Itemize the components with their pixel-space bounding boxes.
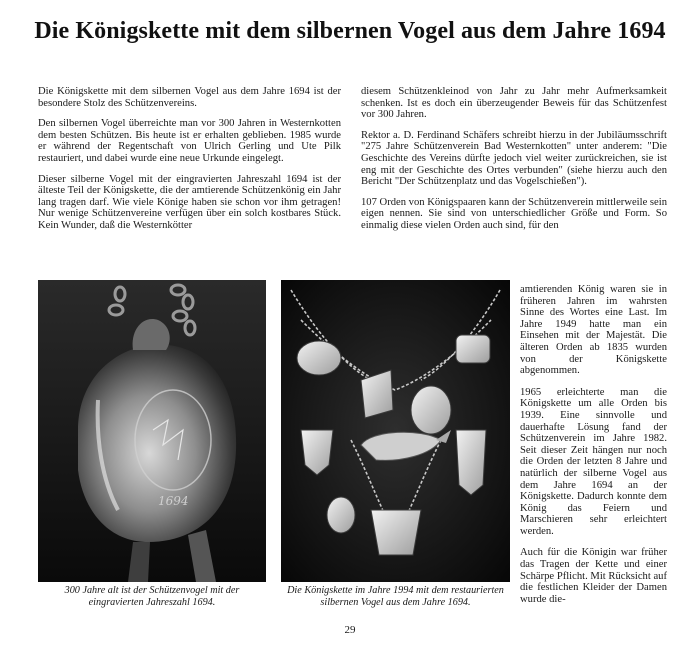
paragraph: 107 Orden von Königspaaren kann der Schützenverein mittlerweile sein eigen nennen. Sie sind von unterschiedlicher Größe und Form. So einmalig diese vielen Orden auch sind, für den (361, 196, 667, 231)
text-column-narrow (520, 284, 667, 615)
paragraph: Rektor a. D. Ferdinand Schäfers schreibt hierzu in der Jubiläumsschrift "275 Jahre Schützenverein Bad Westernkotten" unter anderem: "Die Geschichte des Vereins dürfte jedoch viel weiter zurückreichen, sie ist eng mit der Geschichte des Ortes verbunden" (siehe hierzu auch den Bericht "Der Schützenplatz und das Vogelschießen"). (361, 129, 667, 188)
paragraph: Die Königskette mit dem silbernen Vogel aus dem Jahre 1694 ist der besondere Stolz des Schützenvereins. (38, 86, 341, 109)
paragraph: Dieser silberne Vogel mit der eingravierten Jahreszahl 1694 ist der älteste Teil der Königskette, die der amtierende Schützenkönig ein Jahr lang tragen darf. Wie viele Könige haben sie schon vor ihm getragen! Nur wenige Schützenvereine verfügen über ein solch kostbares Stück. Kein Wunder, daß die Westernkötter (38, 173, 341, 231)
photo-caption-right: Die Königskette im Jahre 1994 mit dem restaurierten silbernen Vogel aus dem Jahre 1694. (287, 585, 504, 608)
page-number: 29 (344, 624, 356, 636)
photo-caption-left: 300 Jahre alt ist der Schützenvogel mit der eingravierten Jahreszahl 1694. (64, 585, 240, 608)
silver-bird-photo (38, 280, 266, 582)
svg-text:1694: 1694 (158, 494, 189, 508)
paragraph: 1965 erleichterte man die Königskette um alle Orden bis 1939. Eine sinnvolle und dauerhafte Lösung fand der Schützenverein im Jahre 1982. Seit dieser Zeit hängen nur noch die Orden der letzten 8 Jahre und natürlich der silberne Vogel aus dem Jahre 1694 an der Königskette. Dadurch konnte dem König das Feiern und Marschieren sehr erleichtert werden. (520, 386, 667, 537)
royal-chain-photo (281, 280, 510, 582)
page-title: Die Königskette mit dem silbernen Vogel aus dem Jahre 1694 (34, 18, 666, 44)
paragraph: Auch für die Königin war früher das Tragen der Kette und einer Schärpe Pflicht. Mit Rücksicht auf die festlichen Kleider der Damen wurde die- (520, 547, 667, 605)
paragraph: diesem Schützenkleinod von Jahr zu Jahr mehr Aufmerksamkeit schenken. Ist es doch ein überzeugender Beweis für das Schützenfest vor 300 Jahren. (361, 86, 667, 121)
paragraph: Den silbernen Vogel überreichte man vor 300 Jahren in Westernkotten dem besten Schützen. Bis heute ist er erhalten geblieben. 1985 wurde er während der Regentschaft von Ulrich Gerling und Ute Pilk restauriert, und dabei wurde eine neue Urkunde eingelegt. (38, 118, 341, 164)
royal-chain-image (281, 280, 510, 582)
silver-bird-image (38, 280, 266, 582)
paragraph: amtierenden König waren sie in früheren Jahren im wahrsten Sinne des Wortes eine Last. Im Jahre 1949 hatte man ein Einsehen mit der Majestät. Die älteren Orden ab 1835 wurden von der Königskette abgenommen. (520, 284, 667, 377)
text-column-left (38, 86, 341, 241)
text-column-right (361, 86, 667, 241)
